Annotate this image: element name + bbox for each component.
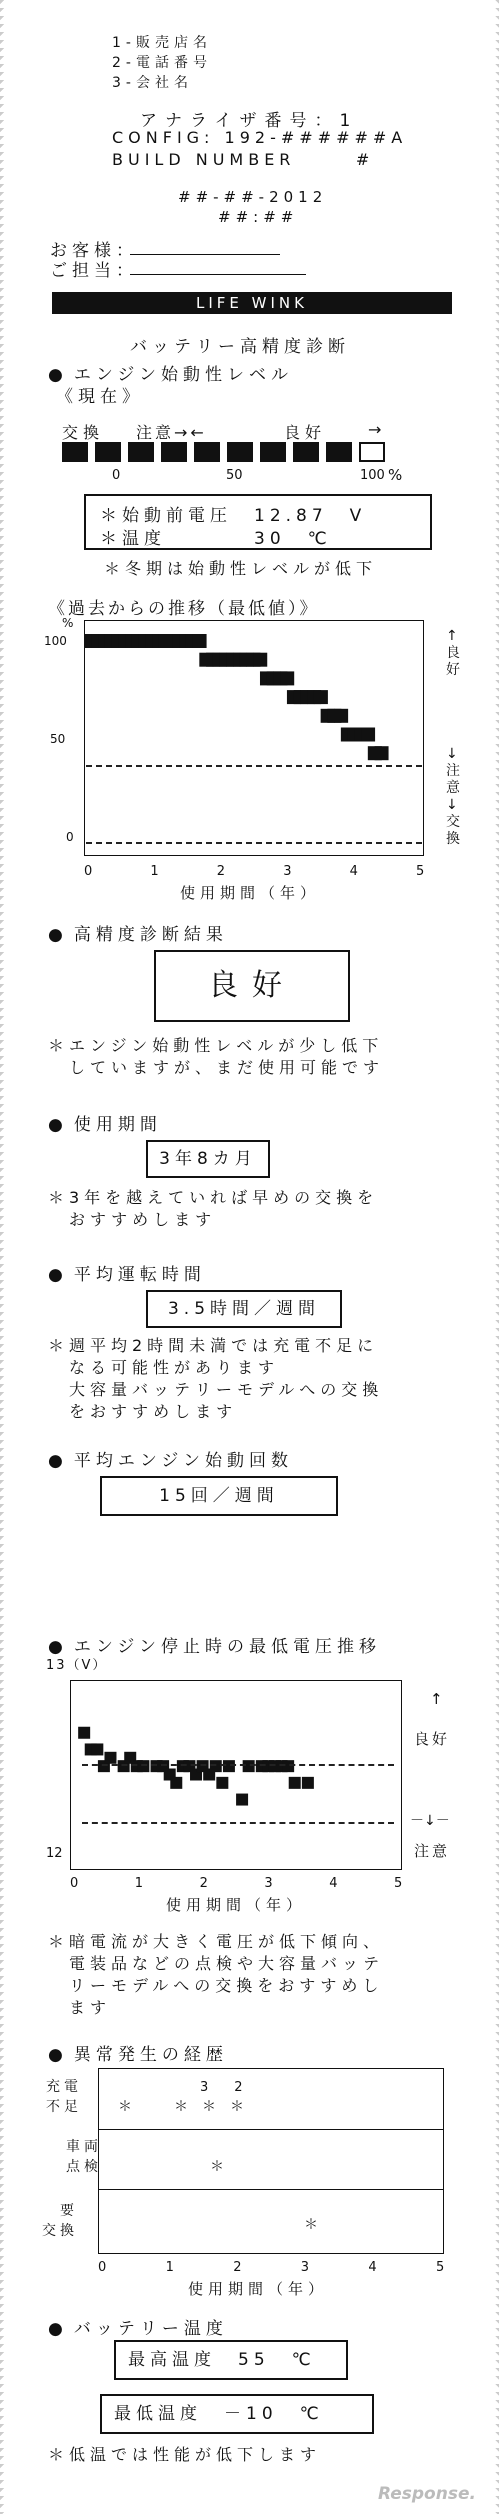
data-point (302, 1777, 314, 1789)
build-number: BUILD NUMBER # (112, 150, 375, 169)
data-point (137, 1760, 149, 1772)
header-phone: 2-電話番号 (112, 55, 212, 71)
level-tick-50: 50 (226, 468, 243, 483)
abnormal-row-divider-1 (99, 2129, 443, 2130)
abnormal-row1-counts: 3 2 (200, 2080, 243, 2095)
pre-start-voltage: ＊始動前電圧 12.87 V (100, 506, 367, 526)
max-temp-box: 最高温度 55 ℃ (114, 2340, 348, 2380)
start-level-heading: ● エンジン始動性レベル (48, 360, 293, 385)
x-tick-label: 3 (264, 1876, 273, 1891)
x-tick-label: 3 (283, 864, 292, 879)
data-point (78, 1727, 90, 1739)
data-point (170, 1777, 182, 1789)
history-x-label: 使用期間（年） (180, 884, 321, 902)
x-tick-label: 0 (98, 2260, 107, 2275)
x-tick-label: 1 (165, 2260, 174, 2275)
drive-time-box: 3.5時間／週間 (146, 1290, 342, 1328)
history-heading: 《過去からの推移（最低値）》 (48, 599, 320, 619)
stop-voltage-caution-line (82, 1822, 394, 1824)
scale-good: 良好 (284, 423, 327, 442)
data-point (223, 1760, 235, 1772)
stop-voltage-caution-label: 注意 (414, 1842, 451, 1860)
data-point (361, 728, 375, 742)
level-block (227, 442, 253, 462)
start-level-bar (62, 442, 392, 464)
date: ##-##-2012 (178, 188, 328, 206)
customer-line (130, 254, 280, 255)
x-tick-label: 3 (300, 2260, 310, 2275)
data-point (91, 1743, 103, 1755)
abnormal-row1-marks: ＊ ＊ ＊ ＊ (118, 2099, 244, 2115)
receipt-edge-right (491, 0, 499, 2514)
receipt-edge-left (0, 0, 8, 2514)
abnormal-row3-marks: ＊ (304, 2217, 318, 2233)
data-point (210, 1760, 222, 1772)
data-point (314, 690, 328, 704)
level-block (161, 442, 187, 462)
x-tick-label: 2 (199, 1876, 208, 1891)
result-note-2: していますが、まだ使用可能です (48, 1058, 385, 1077)
stop-voltage-note-4: ます (48, 1998, 112, 2017)
data-point (104, 1752, 116, 1764)
data-point (375, 746, 389, 760)
level-block (62, 442, 88, 462)
history-y-100: 100 (44, 634, 67, 648)
abnormal-row2-label-b: 点検 (66, 2159, 102, 2175)
x-tick-label: 2 (233, 2260, 242, 2275)
start-level-current: 《現在》 (56, 387, 144, 407)
level-block (260, 442, 286, 462)
winter-note: ＊冬期は始動性レベルが低下 (104, 559, 378, 578)
drive-note-2: なる可能性があります (48, 1358, 280, 1377)
time: ##:## (218, 208, 299, 226)
starts-value-box: 15回／週間 (100, 1476, 338, 1516)
staff-label: ご担当： (50, 261, 138, 281)
level-tick-100: 100 (360, 468, 385, 483)
period-value-box: 3年8カ月 (146, 1140, 270, 1178)
starts-heading: ● 平均エンジン始動回数 (48, 1446, 293, 1471)
x-tick-label: 2 (216, 864, 226, 879)
period-note-2: おすすめします (48, 1210, 217, 1229)
history-caution-label: ↓注意↓交換 (446, 746, 460, 847)
analyzer-number: アナライザ番号：1 (140, 111, 359, 131)
level-block (194, 442, 220, 462)
drive-time-heading: ● 平均運転時間 (48, 1260, 206, 1285)
data-point (280, 671, 294, 685)
abnormal-x-label: 使用期間（年） (188, 2280, 329, 2298)
history-replace-line (86, 842, 422, 844)
data-point (334, 709, 348, 723)
abnormal-row2-marks: ＊ (210, 2159, 224, 2175)
history-chart (85, 621, 422, 854)
abnormal-row3-label-a: 要 (60, 2203, 74, 2219)
level-percent: % (388, 466, 403, 484)
period-note-1: ＊3年を越えていれば早めの交換を (48, 1188, 379, 1207)
history-caution-line (86, 765, 422, 767)
level-block (95, 442, 121, 462)
data-point (216, 1777, 228, 1789)
drive-note-4: をおすすめします (48, 1402, 238, 1421)
stop-voltage-note-2: 電装品などの点検や大容量バッテ (48, 1954, 385, 1973)
brand-banner: LIFE WINK (52, 292, 452, 314)
history-good-label: ↑良好 (446, 628, 460, 678)
x-tick-label: 4 (329, 1876, 338, 1891)
stop-voltage-y-top: 13（V） (46, 1658, 108, 1673)
x-tick-label: 4 (368, 2260, 377, 2275)
stop-voltage-x-label: 使用期間（年） (166, 1896, 307, 1914)
response-watermark: Response. (378, 2484, 476, 2504)
config-line: CONFIG: 192-######A (112, 128, 408, 147)
level-block (128, 442, 154, 462)
result-heading: ● 高精度診断結果 (48, 920, 228, 945)
stop-voltage-chart-frame (70, 1680, 402, 1870)
abnormal-row1-label-b: 不足 (46, 2099, 82, 2115)
stop-voltage-y-bottom: 12 (46, 1846, 63, 1861)
data-point (193, 634, 207, 648)
data-point (243, 1760, 255, 1772)
verdict-box: 良好 (154, 950, 350, 1022)
customer-label: お客様： (50, 241, 138, 261)
x-tick-label: 5 (436, 2260, 445, 2275)
scale-replace: 交換 (62, 423, 105, 442)
level-block (359, 442, 385, 462)
min-temp-box: 最低温度 －10 ℃ (100, 2394, 374, 2434)
data-point (236, 1794, 248, 1806)
level-tick-0: 0 (112, 468, 121, 483)
abnormal-row-divider-2 (99, 2189, 443, 2190)
stop-voltage-note-1: ＊暗電流が大きく電圧が低下傾向、 (48, 1932, 385, 1951)
stop-voltage-up-arrow: ↑ (430, 1690, 443, 1708)
stop-voltage-note-3: リーモデルへの交換をおすすめし (48, 1976, 384, 1995)
low-temp-note: ＊低温では性能が低下します (48, 2445, 322, 2464)
x-tick-label: 4 (349, 864, 358, 879)
temperature-reading: ＊温度 30 ℃ (100, 529, 332, 549)
x-tick-label: 0 (84, 864, 93, 879)
stop-voltage-good-line (82, 1764, 394, 1766)
drive-note-1: ＊週平均2時間未満では充電不足に (48, 1336, 379, 1355)
scale-caution: 注意→← (136, 423, 207, 442)
battery-temp-heading: ● バッテリー温度 (48, 2314, 228, 2339)
result-note-1: ＊エンジン始動性レベルが少し低下 (48, 1036, 384, 1055)
stop-voltage-x-ticks (70, 1876, 402, 1892)
abnormal-heading: ● 異常発生の経歴 (48, 2040, 228, 2065)
staff-line (130, 274, 306, 275)
x-tick-label: 0 (70, 1876, 79, 1891)
history-chart-frame (84, 620, 424, 856)
header-company: 3-会社名 (112, 75, 193, 91)
drive-note-3: 大容量バッテリーモデルへの交換 (48, 1380, 384, 1399)
x-tick-label: 5 (416, 864, 425, 879)
history-y-0: 0 (66, 830, 74, 844)
abnormal-x-ticks (98, 2260, 444, 2276)
data-point (289, 1777, 301, 1789)
abnormal-row3-label-b: 交換 (42, 2223, 78, 2239)
x-tick-label: 1 (150, 864, 159, 879)
data-point (282, 1760, 294, 1772)
history-x-ticks (84, 864, 424, 880)
abnormal-row2-label-a: 車両 (66, 2139, 102, 2155)
report-title: バッテリー高精度診断 (130, 337, 350, 357)
stop-voltage-heading: ● エンジン停止時の最低電圧推移 (48, 1632, 381, 1657)
header-dealer: 1-販売店名 (112, 35, 212, 51)
stop-voltage-arrows: －↓－ (410, 1813, 450, 1829)
x-tick-label: 1 (134, 1876, 144, 1891)
period-heading: ● 使用期間 (48, 1110, 162, 1135)
level-block (293, 442, 319, 462)
data-point (253, 653, 267, 667)
abnormal-row1-label-a: 充電 (46, 2079, 82, 2095)
scale-arrow: → (368, 420, 382, 439)
measurement-box (84, 494, 432, 550)
x-tick-label: 5 (394, 1876, 403, 1891)
stop-voltage-good-label: 良好 (414, 1730, 451, 1748)
stop-voltage-chart (71, 1681, 400, 1868)
history-y-unit: % (62, 616, 74, 630)
history-y-50: 50 (50, 732, 66, 746)
level-block (326, 442, 352, 462)
